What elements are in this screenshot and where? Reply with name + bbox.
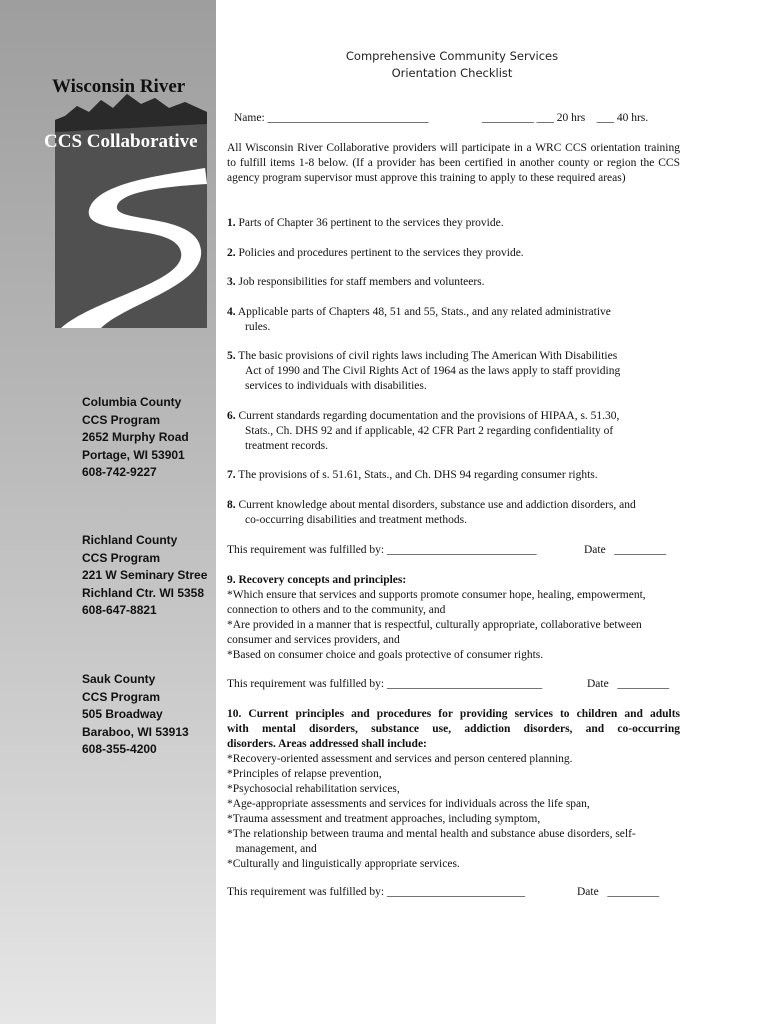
section-10-heading: 10. Current principles and procedures for providing services to children and adults <box>227 708 680 720</box>
fulfilled-line-3 <box>227 885 525 900</box>
section-9-heading: 9. Recovery concepts and principles: <box>227 574 407 586</box>
section-9-line: *Which ensure that services and supports promote consumer hope, healing, empowerment, <box>227 589 646 601</box>
item-text: The basic provisions of civil rights laws including The American With Disabilities <box>238 350 618 362</box>
name-line <box>234 111 429 126</box>
item-number: 4. <box>227 306 236 318</box>
hours-20-blank[interactable]: ___ <box>536 112 554 124</box>
fulfilled-by-blank[interactable]: __________________________ <box>387 544 537 556</box>
fulfilled-label: This requirement was fulfilled by: <box>227 544 385 556</box>
item-text-cont: Stats., Ch. DHS 92 and if applicable, 42 CFR Part 2 regarding confidentiality of <box>245 425 614 437</box>
address-line: 608-647-8821 <box>82 603 157 617</box>
date-line-1 <box>584 543 666 558</box>
checklist-item-1 <box>227 216 682 231</box>
item-number: 2. <box>227 247 236 259</box>
address-line: 505 Broadway <box>82 707 163 721</box>
date-label: Date <box>587 678 609 690</box>
section-10 <box>227 707 680 872</box>
item-text-cont: treatment records. <box>245 440 329 452</box>
item-text: The provisions of s. 51.61, Stats., and Ch. DHS 94 regarding consumer rights. <box>238 469 598 481</box>
section-9-line: connection to others and to the community, and <box>227 604 446 616</box>
checklist-item-3 <box>227 275 682 290</box>
item-text: Current knowledge about mental disorders, substance use and addiction disorders, and <box>238 499 636 511</box>
date-line-2 <box>587 677 669 692</box>
address-line: CCS Program <box>82 412 161 427</box>
fulfilled-line-1 <box>227 543 537 558</box>
item-number: 1. <box>227 217 236 229</box>
item-text-cont: rules. <box>245 321 271 333</box>
section-10-line: *Culturally and linguistically appropriate services. <box>227 858 460 870</box>
date-blank[interactable]: _________ <box>614 544 667 556</box>
section-9-line: consumer and services providers, and <box>227 634 400 646</box>
fulfilled-by-blank[interactable]: ___________________________ <box>387 678 543 690</box>
address-line: Baraboo, WI 53913 <box>82 724 189 739</box>
item-number: 8. <box>227 499 236 511</box>
address-line: 2652 Murphy Road <box>82 430 189 444</box>
section-10-line: management, and <box>227 843 317 855</box>
item-text-cont: services to individuals with disabilities. <box>245 380 427 392</box>
item-text: Applicable parts of Chapters 48, 51 and 55, Stats., and any related administrative <box>237 306 611 318</box>
address-richland <box>82 532 216 620</box>
sidebar <box>0 0 216 1024</box>
date-label: Date <box>577 886 599 898</box>
address-line: CCS Program <box>82 550 161 565</box>
address-line: 221 W Seminary Stree <box>82 568 208 582</box>
address-line: CCS Program <box>82 689 161 704</box>
section-10-heading: disorders. Areas addressed shall include: <box>227 738 427 750</box>
fulfilled-by-blank[interactable]: ________________________ <box>387 886 526 898</box>
checklist-item-7 <box>227 468 682 483</box>
section-9 <box>227 573 682 663</box>
fulfilled-label: This requirement was fulfilled by: <box>227 886 385 898</box>
checklist-item-6 <box>227 409 682 454</box>
section-10-line: *Age-appropriate assessments and services for individuals across the life span, <box>227 798 590 810</box>
document-header <box>240 48 664 82</box>
date-blank[interactable]: _________ <box>607 886 660 898</box>
section-9-line: *Are provided in a manner that is respectful, culturally appropriate, collaborative between <box>227 619 642 631</box>
name-label: Name: <box>234 112 265 124</box>
address-line: Columbia County <box>82 395 182 409</box>
item-number: 6. <box>227 410 236 422</box>
hours-40-blank[interactable]: ___ <box>596 112 614 124</box>
item-text: Policies and procedures pertinent to the services they provide. <box>238 247 524 259</box>
section-10-heading: with mental disorders, substance use, addiction disorders, and co-occurring <box>227 723 680 735</box>
item-number: 5. <box>227 350 236 362</box>
fulfilled-label: This requirement was fulfilled by: <box>227 678 385 690</box>
address-line: 608-355-4200 <box>82 742 157 756</box>
hours-20-label: 20 hrs <box>556 112 586 124</box>
item-text: Job responsibilities for staff members and volunteers. <box>238 276 485 288</box>
address-sauk <box>82 671 216 759</box>
section-10-line: *The relationship between trauma and mental health and substance abuse disorders, self- <box>227 828 636 840</box>
checklist-item-5 <box>227 349 682 394</box>
fulfilled-line-2 <box>227 677 542 692</box>
hours-blank[interactable]: _________ <box>482 112 534 124</box>
header-line1: Comprehensive Community Services <box>345 49 559 63</box>
checklist-item-4 <box>227 305 682 335</box>
item-text: Current standards regarding documentation and the provisions of HIPAA, s. 51.30, <box>238 410 620 422</box>
address-line: Richland Ctr. WI 5358 <box>82 585 205 600</box>
date-blank[interactable]: _________ <box>617 678 670 690</box>
section-10-line: *Psychosocial rehabilitation services, <box>227 783 400 795</box>
address-line: 608-742-9227 <box>82 465 157 479</box>
item-number: 7. <box>227 469 236 481</box>
checklist-item-8 <box>227 498 682 528</box>
address-line: Sauk County <box>82 672 156 686</box>
checklist-item-2 <box>227 246 682 261</box>
section-10-line: *Principles of relapse prevention, <box>227 768 382 780</box>
logo-title-line1: Wisconsin River <box>52 76 186 97</box>
item-number: 3. <box>227 276 236 288</box>
address-line: Portage, WI 53901 <box>82 447 185 462</box>
date-line-3 <box>577 885 659 900</box>
address-line: Richland County <box>82 533 178 547</box>
hours-40-label: 40 hrs. <box>616 112 649 124</box>
item-text-cont: co-occurring disabilities and treatment methods. <box>245 514 467 526</box>
address-columbia <box>82 394 216 482</box>
intro-paragraph: All Wisconsin River Collaborative providers will participate in a WRC CCS orientation training to fulfill items 1-8 below. (If a provider has been certified in another county or region the CCS agency program supervisor must approve this training to apply to these required areas) <box>227 142 680 184</box>
item-text-cont: Act of 1990 and The Civil Rights Act of 1964 as the laws apply to staff providing <box>245 365 621 377</box>
header-line2: Orientation Checklist <box>391 66 513 80</box>
logo-title-line2: CCS Collaborative <box>44 131 198 152</box>
item-text: Parts of Chapter 36 pertinent to the services they provide. <box>238 217 504 229</box>
river-logo-icon <box>55 72 207 328</box>
hours-line <box>482 111 648 126</box>
section-10-line: *Recovery-oriented assessment and services and person centered planning. <box>227 753 573 765</box>
section-10-line: *Trauma assessment and treatment approaches, including symptom, <box>227 813 541 825</box>
date-label: Date <box>584 544 606 556</box>
name-blank[interactable]: ____________________________ <box>267 112 429 124</box>
section-9-line: *Based on consumer choice and goals protective of consumer rights. <box>227 649 544 661</box>
